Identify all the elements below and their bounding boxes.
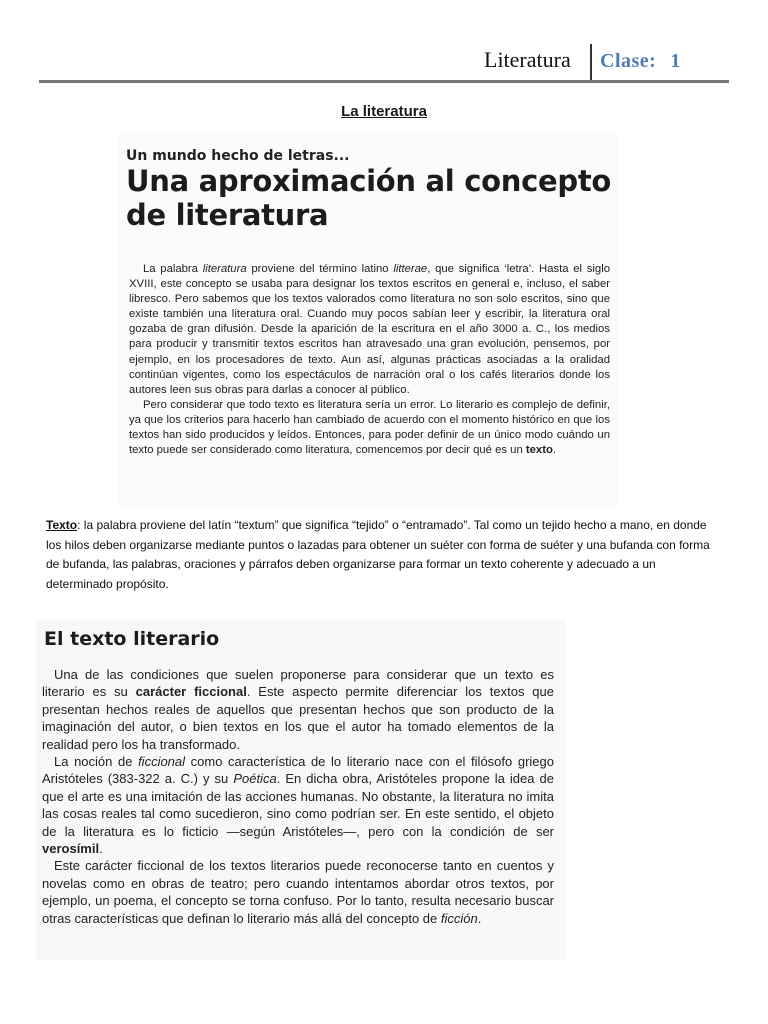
definition-term: Texto (46, 518, 78, 532)
excerpt2-title: El texto literario (44, 628, 220, 650)
excerpt1-kicker: Un mundo hecho de letras... (126, 148, 350, 164)
excerpt1-body (129, 262, 610, 458)
excerpt2-paragraph: La noción de ficcional como característica de lo literario nace con el filósofo griego Aristóteles (383-322 a. C.) y su Poética. En dicha obra, Aristóteles propone la idea de que el arte es una imitación de las acciones humanas. No obstante, la literatura no imita las cosas reales tal como sucedieron, sino como podrían ser. En este sentido, el objeto de la literatura es lo ficticio —según Aristóteles—, pero con la condición de ser verosímil. (42, 754, 554, 857)
definition-paragraph (46, 516, 722, 594)
excerpt2-paragraph: Una de las condiciones que suelen proponerse para considerar que un texto es literario es su carácter ficcional. Este aspecto permite diferenciar los textos que presentan hechos reales de aquellos que presentan hechos que son producto de la imaginación del autor, o bien textos en los que el autor ha tomado elementos de la realidad pero los ha transformado. (42, 667, 554, 752)
class-label: Clase: (600, 50, 657, 72)
excerpt1-paragraph: Pero considerar que todo texto es literatura sería un error. Lo literario es complejo de definir, ya que los criterios para hacerlo han cambiado de acuerdo con el momento histórico en que los textos han sido producidos y leídos. Entonces, para poder definir de un único modo cuándo un texto puede ser considerado como literatura, comencemos por decir qué es un texto. (129, 398, 610, 457)
page-title: La literatura (341, 103, 427, 120)
scanned-excerpt-literature-concept (118, 134, 618, 506)
excerpt1-paragraph: La palabra literatura proviene del término latino litterae, que significa ‘letra’. Hasta el siglo XVIII, este concepto se usaba para designar los textos escritos en general e, incluso, el saber libresco. Pero sabemos que los textos valorados como literatura no son solo escritos, sino que existe también una literatura oral. Cuando muy pocos sabían leer y escribir, la literatura oral gozaba de gran difusión. Desde la aparición de la escritura en el año 3000 a. C., los medios para producir y transmitir textos escritos han atravesado una gran evolución, pensemos, por ejemplo, en los procesadores de texto. Aun así, algunas prácticas asociadas a la oralidad continúan vigentes, como los espectáculos de narración oral o los cafés literarios donde los autores leen sus obras para darlas a conocer al público. (129, 263, 610, 396)
definition-text: : la palabra proviene del latín “textum” que significa “tejido” o “entramado”. Tal como un tejido hecho a mano, en donde los hilos deben organizarse mediante puntos o lazadas para obtener un suéter con forma de suéter y una bufanda con forma de bufanda, las palabras, oraciones y párrafos deben organizarse para formar un texto coherente y adecuado a un determinado propósito. (46, 518, 710, 591)
scanned-excerpt-literary-text (36, 620, 566, 960)
excerpt1-title: Una aproximación al concepto de literatura (126, 164, 612, 232)
class-number: 1 (670, 50, 681, 72)
header-rule (39, 80, 729, 83)
excerpt2-paragraph: Este carácter ficcional de los textos literarios puede reconocerse tanto en cuentos y novelas como en obras de teatro; pero cuando intentamos abordar otros textos, por ejemplo, un poema, el concepto se torna confuso. Por lo tanto, resulta necesario buscar otras características que definan lo literario más allá del concepto de ficción. (42, 858, 554, 926)
header-class (600, 50, 681, 73)
header-divider (590, 44, 592, 82)
excerpt2-body (42, 666, 554, 927)
header-subject: Literatura (484, 47, 571, 72)
